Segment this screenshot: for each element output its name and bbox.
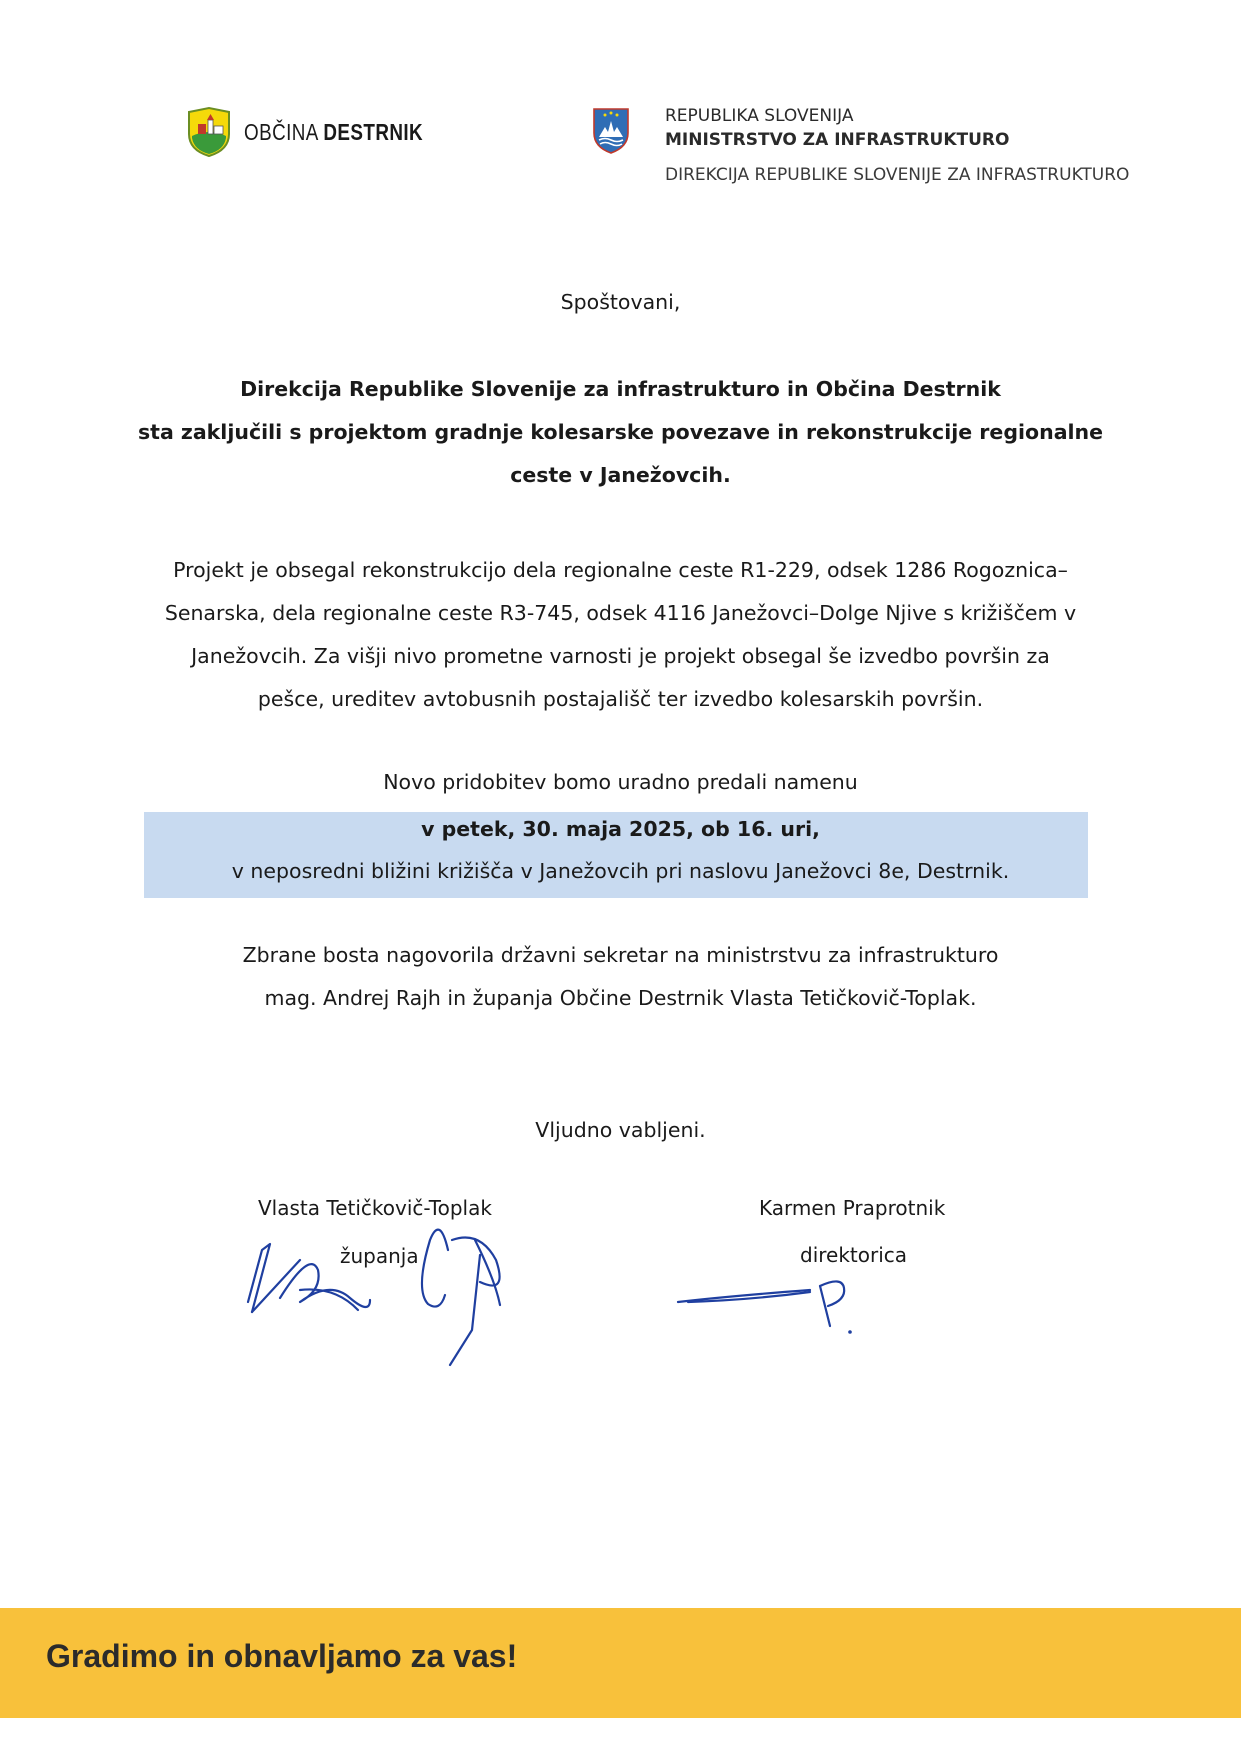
speakers-paragraph <box>0 934 1241 1020</box>
ministry-line-2: MINISTRSTVO ZA INFRASTRUKTURO <box>665 130 1010 150</box>
left-signatory-name: Vlasta Tetičkovič-Toplak <box>258 1196 492 1220</box>
slovenian-coat-of-arms-icon <box>592 107 630 155</box>
speakers-line: Zbrane bosta nagovorila državni sekretar na ministrstvu za infrastrukturo <box>242 943 999 967</box>
event-location: v neposredni bližini križišča v Janežovcih pri naslovu Janežovci 8e, Destrnik. <box>231 859 1010 883</box>
right-handwritten-signature <box>670 1270 910 1340</box>
lead-line: sta zaključili s projektom gradnje kolesarske povezave in rekonstrukcije regionalne <box>137 420 1104 444</box>
project-line: pešce, ureditev avtobusnih postajališč ter izvedbo kolesarskih površin. <box>257 687 984 711</box>
right-signatory-role: direktorica <box>800 1243 908 1267</box>
project-paragraph <box>0 549 1241 721</box>
lead-paragraph <box>0 368 1241 497</box>
right-signatory-name: Karmen Praprotnik <box>759 1196 946 1220</box>
event-date-time: v petek, 30. maja 2025, ob 16. uri, <box>421 817 820 841</box>
ministry-logo-text <box>665 104 1129 187</box>
lead-line: ceste v Janežovcih. <box>510 463 731 487</box>
obcina-name: DESTRNIK <box>323 118 424 145</box>
signature-dot <box>848 1330 852 1334</box>
project-line: Janežovcih. Za višji nivo prometne varnosti je projekt obsegal še izvedbo površin za <box>191 644 1050 668</box>
municipal-crest-icon <box>186 106 232 158</box>
left-handwritten-signature <box>240 1220 570 1380</box>
ministry-line-1: REPUBLIKA SLOVENIJA <box>665 106 854 126</box>
speakers-line: mag. Andrej Rajh in županja Občine Destrnik Vlasta Tetičkovič-Toplak. <box>264 986 977 1010</box>
closing: Vljudno vabljeni. <box>535 1118 706 1142</box>
invite-lead: Novo pridobitev bomo uradno predali namenu <box>383 770 858 794</box>
obcina-prefix: OBČINA <box>244 118 318 145</box>
lead-line: Direkcija Republike Slovenije za infrastrukturo in Občina Destrnik <box>240 377 1001 401</box>
greeting: Spoštovani, <box>560 290 681 314</box>
footer-slogan: Gradimo in obnavljamo za vas! <box>46 1638 518 1674</box>
left-signatory-role: županja <box>340 1244 419 1268</box>
project-line: Senarska, dela regionalne ceste R3-745, odsek 4116 Janežovci–Dolge Njive s križiščem v <box>164 601 1077 625</box>
obcina-destrnik-logo <box>186 106 462 158</box>
project-line: Projekt je obsegal rekonstrukcijo dela regionalne ceste R1-229, odsek 1286 Rogoznica– <box>173 558 1068 582</box>
footer-banner <box>0 1608 1241 1718</box>
ministry-line-3: DIREKCIJA REPUBLIKE SLOVENIJE ZA INFRASTRUKTURO <box>665 165 1130 185</box>
obcina-logo-text <box>244 119 423 146</box>
